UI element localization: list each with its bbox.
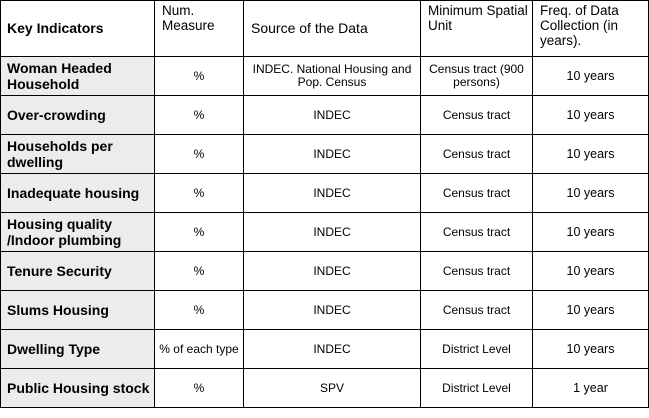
- header-cell: Minimum Spatial Unit: [421, 1, 533, 57]
- table-cell: %: [155, 135, 244, 174]
- table-cell: 10 years: [533, 135, 649, 174]
- table-cell: INDEC: [244, 252, 421, 291]
- table-row: [1, 369, 649, 408]
- table-cell: %: [155, 57, 244, 96]
- table-body: [1, 1, 649, 408]
- table-cell: 10 years: [533, 252, 649, 291]
- table-cell: %: [155, 369, 244, 408]
- table-cell: District Level: [421, 369, 533, 408]
- table-cell: %: [155, 252, 244, 291]
- table-row: [1, 291, 649, 330]
- table-cell: Census tract: [421, 96, 533, 135]
- header-cell: Source of the Data: [244, 1, 421, 57]
- table-cell: Census tract: [421, 135, 533, 174]
- table-cell: INDEC: [244, 174, 421, 213]
- table-cell: Census tract: [421, 213, 533, 252]
- table-cell: %: [155, 291, 244, 330]
- table-row: [1, 174, 649, 213]
- table-cell: 1 year: [533, 369, 649, 408]
- indicator-name-cell: Inadequate housing: [1, 174, 155, 213]
- indicator-name-cell: Tenure Security: [1, 252, 155, 291]
- table-cell: INDEC: [244, 135, 421, 174]
- header-cell: Num. Measure: [155, 1, 244, 57]
- indicator-name-cell: Public Housing stock: [1, 369, 155, 408]
- table-row: [1, 330, 649, 369]
- table-row: [1, 213, 649, 252]
- table-cell: %: [155, 213, 244, 252]
- table-row: [1, 57, 649, 96]
- table-cell: 10 years: [533, 96, 649, 135]
- table-row: [1, 96, 649, 135]
- table-cell: Census tract: [421, 291, 533, 330]
- table-cell: Census tract (900 persons): [421, 57, 533, 96]
- indicator-name-cell: Dwelling Type: [1, 330, 155, 369]
- table-cell: INDEC. National Housing and Pop. Census: [244, 57, 421, 96]
- table-cell: Census tract: [421, 252, 533, 291]
- table-cell: 10 years: [533, 174, 649, 213]
- table-cell: District Level: [421, 330, 533, 369]
- table-cell: 10 years: [533, 57, 649, 96]
- table-row: [1, 252, 649, 291]
- table-cell: 10 years: [533, 291, 649, 330]
- table-cell: INDEC: [244, 291, 421, 330]
- indicator-name-cell: Over-crowding: [1, 96, 155, 135]
- header-cell: Key Indicators: [1, 1, 155, 57]
- table-cell: %: [155, 174, 244, 213]
- table-cell: 10 years: [533, 330, 649, 369]
- header-cell: Freq. of Data Collection (in years).: [533, 1, 649, 57]
- table-cell: SPV: [244, 369, 421, 408]
- indicator-name-cell: Woman Headed Household: [1, 57, 155, 96]
- table-cell: %: [155, 96, 244, 135]
- table-cell: INDEC: [244, 213, 421, 252]
- table-cell: Census tract: [421, 174, 533, 213]
- table-cell: % of each type: [155, 330, 244, 369]
- table-cell: 10 years: [533, 213, 649, 252]
- table-cell: INDEC: [244, 330, 421, 369]
- indicator-name-cell: Housing quality /Indoor plumbing: [1, 213, 155, 252]
- indicator-name-cell: Households per dwelling: [1, 135, 155, 174]
- table-row: [1, 135, 649, 174]
- indicator-name-cell: Slums Housing: [1, 291, 155, 330]
- header-row: [1, 1, 649, 57]
- table-cell: INDEC: [244, 96, 421, 135]
